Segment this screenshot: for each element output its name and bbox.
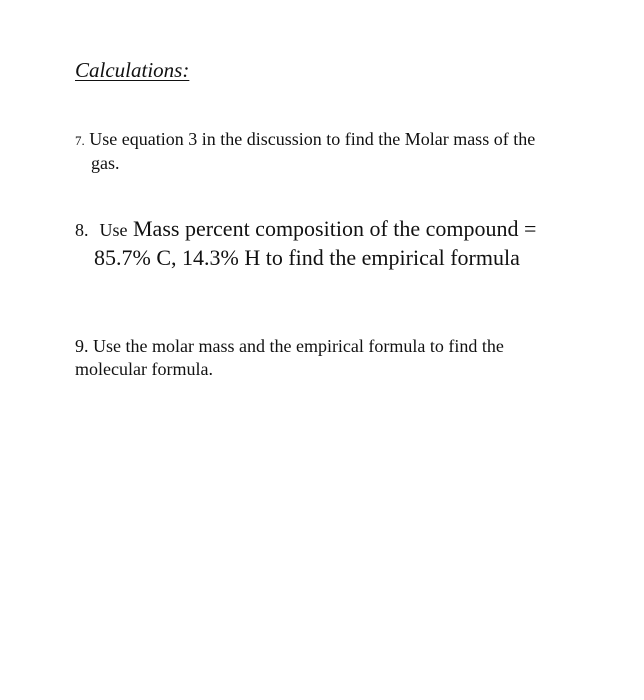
question-9-text-1: Use the molar mass and the empirical formula to find the	[93, 336, 504, 356]
question-7	[75, 128, 535, 175]
question-7-text-2: gas.	[91, 153, 120, 173]
question-8-text-1: Mass percent composition of the compound =	[133, 216, 537, 241]
calculations-heading: Calculations:	[75, 58, 190, 82]
question-8-number: 8.	[75, 220, 89, 240]
question-9	[75, 335, 504, 381]
question-8	[75, 215, 536, 271]
question-9-line-1	[75, 335, 504, 358]
question-7-number: 7.	[75, 133, 85, 148]
question-9-text-2: molecular formula.	[75, 359, 213, 379]
question-8-line-1	[75, 215, 536, 244]
question-8-lead-word: Use	[99, 220, 128, 240]
question-7-line-1	[75, 128, 535, 152]
question-8-text-2: 85.7% C, 14.3% H to find the empirical formula	[94, 245, 520, 270]
question-7-text-1: Use equation 3 in the discussion to find the Molar mass of the	[89, 129, 536, 149]
question-9-number: 9.	[75, 336, 89, 356]
